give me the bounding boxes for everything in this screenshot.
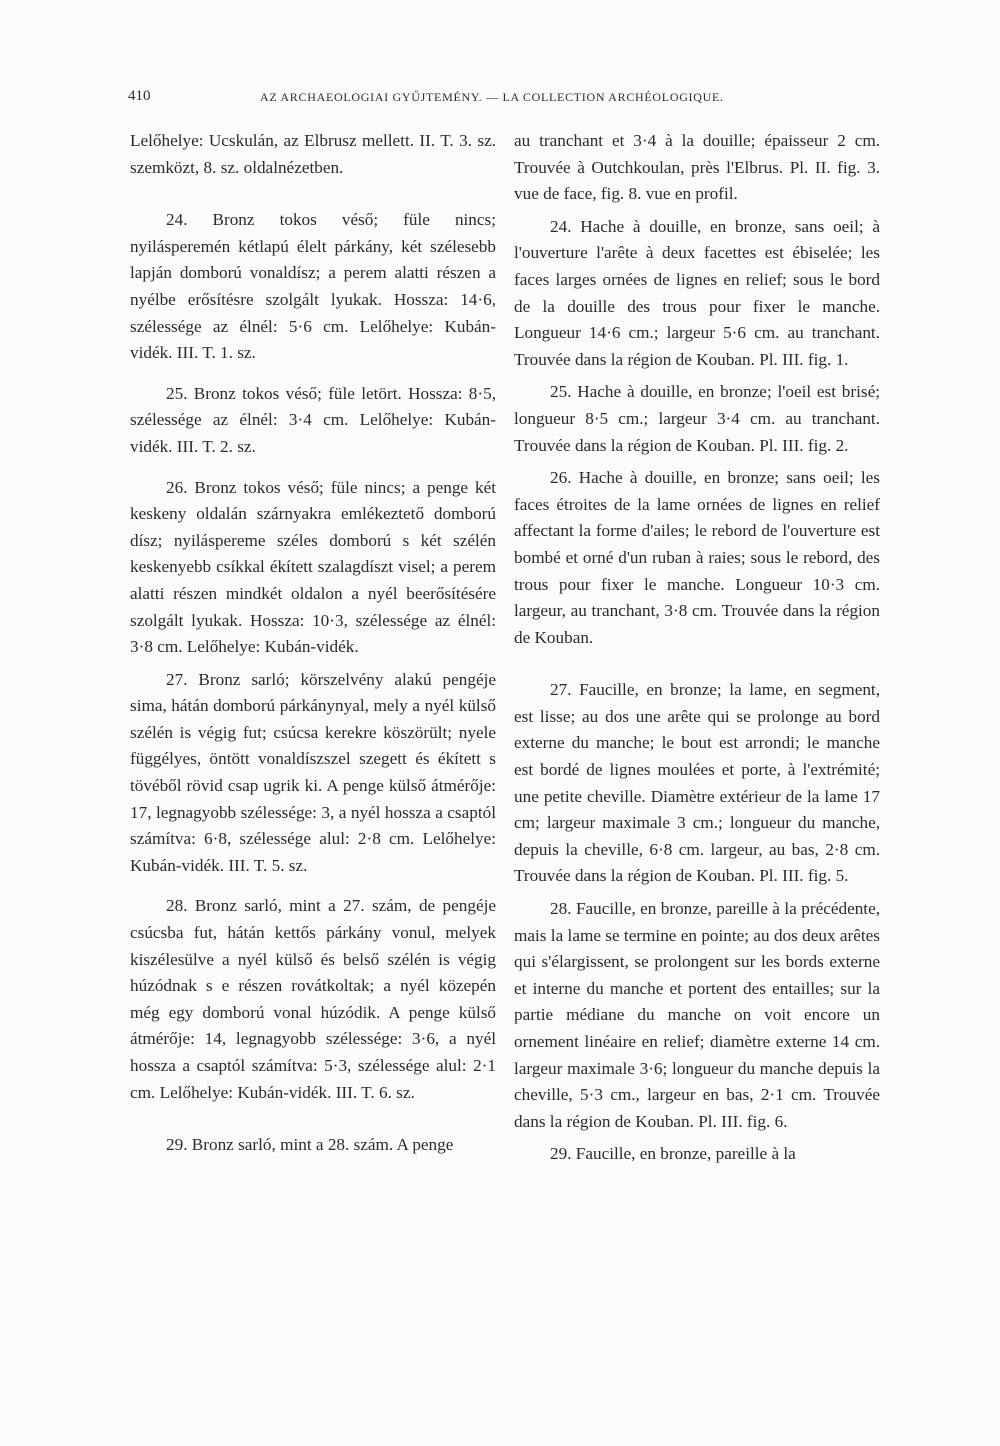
paragraph-item-24: 24. Hache à douille, en bronze, sans oeil; à l'ouverture l'arête à deux facettes est ébiselée; les faces larges ornées de lignes en relief; sous le bord de la douille des trous pour fixer le manche. Longueur 14·6 cm.; largeur 5·6 cm. au tranchant. Trouvée dans la région de Kouban. Pl. III. fig. 1. [514, 216, 880, 369]
paragraph: Lelőhelye: Ucskulán, az Elbrusz mellett. II. T. 3. sz. szemközt, 8. sz. oldalnézetben. [130, 131, 496, 177]
paragraph-item-27: 27. Faucille, en bronze; la lame, en segment, est lisse; au dos une arête qui se prolonge au bord externe du manche; le bout est arrondi; le manche est bordé de lignes moulées et porte, à l'extrémité; une petite cheville. Diamètre extérieur de la lame 17 cm; largeur maximale 3 cm.; longueur du manche, depuis la cheville, 6·8 cm. largeur, au bas, 2·8 cm. Trouvée dans la région de Kouban. Pl. III. fig. 5. [514, 680, 880, 886]
paragraph-item-24: 24. Bronz tokos véső; füle nincs; nyilásperemén kétlapú élelt párkány, két szélesebb lapján domború vonaldísz; a perem alatti részen a nyélbe erősítésre szolgált lyukak. Hossza: 14·6, szélessége az élnél: 5·6 cm. Lelőhelye: Kubán-vidék. III. T. 1. sz. [130, 210, 496, 363]
paragraph: au tranchant et 3·4 à la douille; épaisseur 2 cm. Trouvée à Outchkoulan, près l'Elbrus. Pl. II. fig. 3. vue de face, fig. 8. vue en profil. [514, 131, 880, 204]
left-column-hungarian [130, 128, 496, 1159]
running-head: AZ ARCHAEOLOGIAI GYŰJTEMÉNY. — LA COLLECTION ARCHÉOLOGIQUE. [260, 90, 724, 104]
paragraph-item-26: 26. Hache à douille, en bronze; sans oeil; les faces étroites de la lame ornées de lignes en relief affectant la forme d'ailes; le rebord de l'ouverture est bombé et orné d'un ruban à raies; sous le rebord, des trous pour fixer le manche. Longueur 10·3 cm. largeur, au tranchant, 3·8 cm. Trouvée dans la région de Kouban. [514, 468, 880, 647]
page-header [128, 88, 888, 108]
paragraph-item-25: 25. Bronz tokos véső; füle letört. Hossza: 8·5, szélessége az élnél: 3·4 cm. Lelőhelye: Kubán-vidék. III. T. 2. sz. [130, 383, 496, 456]
paragraph-item-29: 29. Bronz sarló, mint a 28. szám. A penge [166, 1135, 454, 1155]
right-column-french [514, 128, 880, 1168]
page-number: 410 [128, 88, 151, 104]
paragraph-item-28: 28. Faucille, en bronze, pareille à la précédente, mais la lame se termine en pointe; au dos deux arêtes qui s'élargissent, se prolongent sur les bords externe et interne du manche et portent des entailles; sur la partie médiane du manche on voit encore un ornement linéaire en relief; diamètre externe 14 cm. largeur maximale 3·6; longueur du manche depuis la cheville, 5·3 cm., largeur en bas, 2·1 cm. Trouvée dans la région de Kouban. Pl. III. fig. 6. [514, 899, 880, 1131]
paragraph-item-27: 27. Bronz sarló; körszelvény alakú pengéje sima, hátán domború párkánynyal, mely a nyél külső szélén is végig fut; csúcsa kerekre köszörült; nyele függélyes, öntött vonaldíszszel szegett és ékített s tövéből rövid csap ugrik ki. A penge külső átmérője: 17, legnagyobb szélessége: 3, a nyél hossza a csaptól számítva: 6·8, szélessége alul: 2·8 cm. Lelőhelye: Kubán-vidék. III. T. 5. sz. [130, 669, 496, 875]
paragraph-item-28: 28. Bronz sarló, mint a 27. szám, de pengéje csúcsba fut, hátán kettős párkány vonul, melyek kiszélesülve a nyél külső és belső szélén is végig húzódnak s e részen rovátkoltak; a nyél közepén még egy domború vonal húzódik. A penge külső átmérője: 14, legnagyobb szélessége: 3·6, a nyél hossza a csaptól számítva: 5·3, szélessége alul: 2·1 cm. Lelőhelye: Kubán-vidék. III. T. 6. sz. [130, 896, 496, 1102]
paragraph-item-26: 26. Bronz tokos véső; füle nincs; a penge két keskeny oldalán szárnyakra emlékeztető domború dísz; nyiláspereme széles domború s két szélén keskenyebb csíkkal ékített szalagdíszt visel; a perem alatti részen mindkét oldalon a nyél beerősítésére szolgált lyukak. Hossza: 10·3, szélessége az élnél: 3·8 cm. Lelőhelye: Kubán-vidék. [130, 477, 496, 657]
paragraph-item-29: 29. Faucille, en bronze, pareille à la [550, 1144, 796, 1164]
paragraph-item-25: 25. Hache à douille, en bronze; l'oeil est brisé; longueur 8·5 cm.; largeur 3·4 cm. au tranchant. Trouvée dans la région de Kouban. Pl. III. fig. 2. [514, 382, 880, 455]
